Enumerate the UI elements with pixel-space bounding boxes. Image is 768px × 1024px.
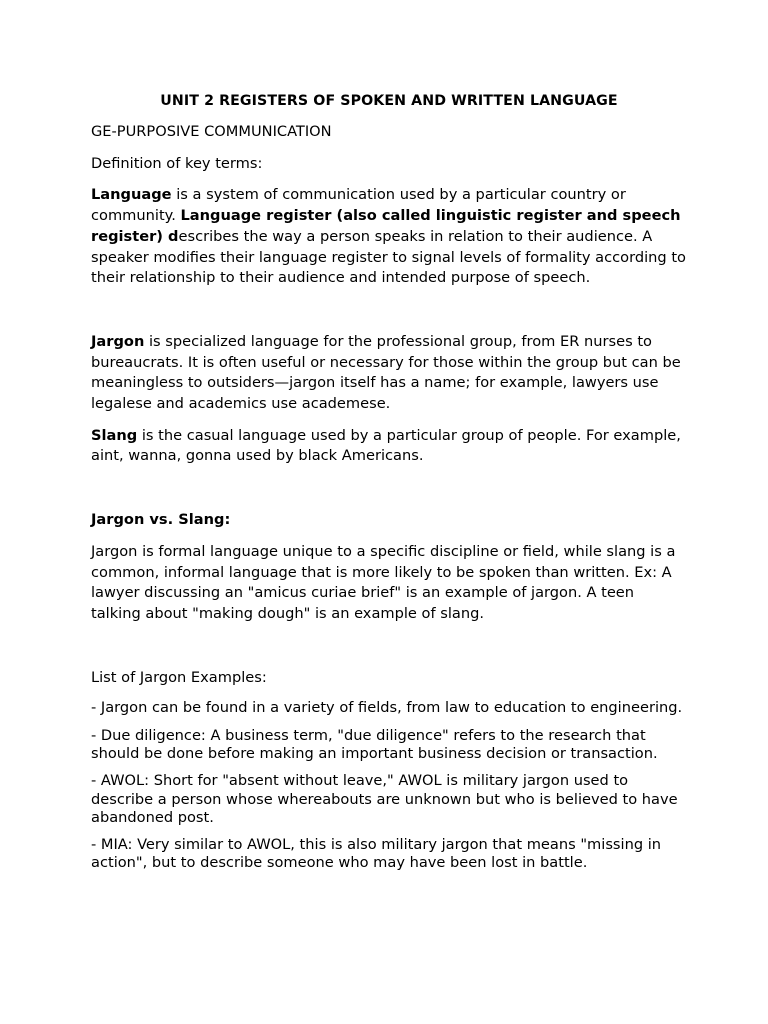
jargon-term: Jargon <box>91 332 145 350</box>
language-register-text: escribes the way a person speaks in relation to their audience. A speaker modifies their language register to signal levels of formality according to their relationship to their audience and intended purpose of speech. <box>91 227 686 287</box>
jargon-definition <box>91 332 687 415</box>
language-register-term: Language register (also called linguistic register and speech register) d <box>91 207 681 245</box>
definitions-heading: Definition of key terms: <box>91 154 263 172</box>
language-text: is a system of communication used by a particular country or community. <box>91 186 626 225</box>
document-body <box>91 91 687 882</box>
list-item: - Jargon can be found in a variety of fields, from law to education to engineering. <box>91 699 683 717</box>
list-item: - MIA: Very similar to AWOL, this is also military jargon that means "missing in action", but to describe someone who may have been lost in battle. <box>91 836 662 872</box>
jargon-text: is specialized language for the professional group, from ER nurses to bureaucrats. It is often useful or necessary for those within the group but can be meaningless to outsiders—jargon itself has a name; for example, lawyers use legalese and academics use academese. <box>91 332 681 413</box>
jargon-vs-slang-heading: Jargon vs. Slang: <box>91 511 231 529</box>
slang-text: is the casual language used by a particular group of people. For example, aint, wanna, gonna used by black Americans. <box>91 426 681 465</box>
jargon-examples-heading: List of Jargon Examples: <box>91 668 267 686</box>
page-title: UNIT 2 REGISTERS OF SPOKEN AND WRITTEN LANGUAGE <box>160 93 618 109</box>
language-definition <box>91 185 687 289</box>
list-item: - Due diligence: A business term, "due diligence" refers to the research that should be done before making an important business decision or transaction. <box>91 726 658 762</box>
slang-term: Slang <box>91 426 138 444</box>
list-item: - AWOL: Short for "absent without leave," AWOL is military jargon used to describe a person whose whereabouts are unknown but who is believed to have abandoned post. <box>91 772 678 826</box>
language-term: Language <box>91 186 172 204</box>
slang-definition <box>91 426 687 467</box>
course-name: GE-PURPOSIVE COMMUNICATION <box>91 123 332 140</box>
jargon-vs-slang-text: Jargon is formal language unique to a specific discipline or field, while slang is a common, informal language that is more likely to be spoken than written. Ex: A lawyer discussing an "amicus curiae brief" is an example of jargon. A teen talking about "making dough" is an example of slang. <box>91 542 676 622</box>
